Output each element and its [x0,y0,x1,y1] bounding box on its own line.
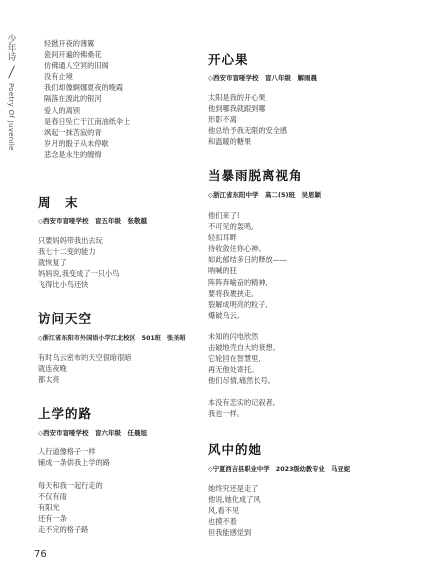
poem-line: 再无他处寄托。 [208,365,259,375]
poem-line: 它轮回在智慧里, [208,354,261,364]
poem-line: 飒起一抹苦寂的青 [44,127,102,137]
poem-line: 他总给予我无限的安全感 [208,126,288,136]
intro-poem [44,38,130,160]
poem-title-baoyu: 当暴雨脱离视角 [208,168,303,183]
poem-line: 轻扣耳畔 [208,233,237,243]
poem-line: 他说,她化成了风 [208,495,261,505]
poem-line: 爱人的离别 [44,105,80,115]
poem-line: 有阳光 [38,503,60,513]
poem-line: 都太亮 [38,375,60,385]
poem-line: 就连夜晚 [38,364,67,374]
poem-byline-zhoumo: ◇西安市盲哑学校 盲五年级 张敬越 [38,217,147,225]
page-number: 76 [34,549,47,560]
poem-title-zhoumo: 周 末 [38,195,79,210]
poem-line: 仿佛通人空冥的旧阁 [44,61,109,71]
poem-title-fengzhong: 风中的她 [208,442,263,457]
poem-line: 妈妈说,我变成了一只小鸟 [38,269,120,279]
poem-body-fengzhong [208,483,261,538]
poem-body-shangxue-1 [38,446,110,468]
poem-byline-fengzhong: ◇宁夏西吉县职业中学 2023级幼教专业 马亚妮 [208,466,351,473]
poem-body-shangxue-2 [38,480,103,535]
poem-line: 走不完的格子路 [38,525,89,535]
poem-line: 呐喊的狂 [208,266,237,276]
poem-line: 就恢复了 [38,258,67,268]
poem-line: 我也一样。 [208,409,244,419]
poem-line: 她终究还是走了 [208,484,259,493]
poem-line: 他们尽情,痛然长号。 [208,376,275,386]
poem-byline-fangwen: ◇浙江省东阳市外国语小学江北校区 501班 张圣昭 [38,335,186,342]
poem-line: 击破地壳自大的衰想。 [208,343,280,353]
poem-line: 有时乌云密布的天空很暗很暗 [38,353,132,362]
poem-line: 轻掀开夜的薄翼 [44,39,95,48]
side-brand [4,34,18,151]
poem-line: 和温暖的糖果 [208,137,252,147]
poem-body-zhoumo [38,235,119,290]
poem-line: 隔落在渡此的银河 [44,94,102,104]
poem-body-baoyu-1 [208,210,287,321]
poem-line: 他到哪我就跟到哪 [208,104,266,114]
poem-line: 不可见的轰鸣, [208,222,254,232]
poem-line: 我们却像婀娜夏夜的晚霞 [44,83,124,93]
poem-line: 还有一条 [38,514,67,524]
poem-line: 他们来了! [208,211,240,220]
poem-line: 岁月的骰子从未停歇 [44,138,109,148]
poem-body-baoyu-2 [208,331,280,386]
poem-title-kaixinguo: 开心果 [208,52,249,67]
poem-line: 飞得比小鸟还快 [38,280,89,290]
poem-title-shangxue: 上学的路 [38,406,93,421]
poem-byline-shangxue: ◇西安市盲哑学校 盲六年级 任晨旭 [38,429,147,437]
poem-title-fangwen: 访问天空 [38,311,93,326]
poem-line: 我七十二变的能力 [38,247,96,257]
poem-line: 没有止境 [44,72,73,82]
poem-line: 未知的闪电欣然 [208,332,259,341]
poem-line: 但我能感觉到 [208,528,252,538]
poem-body-kaixinguo [208,92,287,147]
brand-subtitle: Poetry Of Juvenile [7,83,15,151]
poem-byline-kaixinguo: ◇西安市盲哑学校 盲八年级 解雨晨 [208,74,317,82]
poem-line: 待收敛住你心神。 [208,244,266,254]
poem-line: 每天和我一起行走的 [38,481,103,490]
poem-line: 本没有恋实的记叙者, [208,398,275,407]
poem-line: 阵阵奔喻奋的精神, [208,277,268,287]
poem-line: 只要妈妈带我出去玩 [38,236,103,245]
poem-line: 人行道像格子一样 [38,447,96,456]
poem-line: 爆破乌云。 [208,310,244,320]
poem-line: 形影不离 [208,115,237,125]
poem-line: 裂解成明亮的粒子, [208,299,268,309]
poem-line: 要将我裹挟走。 [208,288,259,298]
poem-line: 悲念是永生的缠绵 [44,149,102,159]
poem-byline-baoyu: ◇浙江省东阳中学 高二(5)班 吴思颖 [208,191,321,199]
poem-line: 如此郁结多日的释放—— [208,255,288,265]
poem-line: 是春日坠亡于江南油纸伞上 [44,116,131,126]
poem-line: 铺成一条供我上学的路 [38,458,110,468]
poem-body-baoyu-3 [208,397,275,419]
poem-line: 不仅有雨 [38,492,67,502]
poem-line: 风,看不见 [208,506,240,516]
poem-line: 瓷间开遍的佛桑花 [44,50,102,60]
poem-body-fangwen [38,352,131,385]
brand-logo: 少年诗 [5,34,16,61]
poem-line: 太阳是我的开心果 [208,93,266,102]
brand-divider [8,65,15,78]
poem-line: 也摸不着 [208,517,237,527]
